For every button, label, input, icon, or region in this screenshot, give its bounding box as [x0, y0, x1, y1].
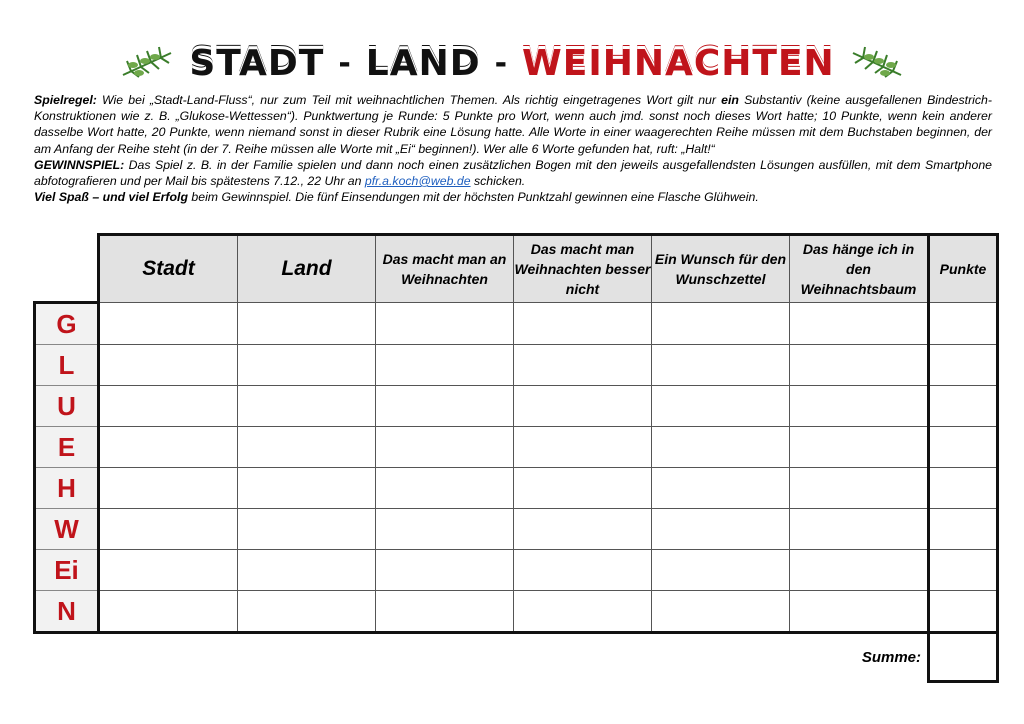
answer-cell-stadt[interactable] [99, 509, 238, 550]
answer-cell-stadt[interactable] [99, 303, 238, 345]
table-row [35, 550, 998, 591]
points-cell[interactable] [929, 427, 998, 468]
viel-spass-paragraph [34, 189, 992, 205]
answer-cell-macht-man[interactable] [376, 591, 514, 633]
header-corner [35, 235, 99, 303]
answer-cell-besser-nicht[interactable] [514, 509, 652, 550]
answer-cell-besser-nicht[interactable] [514, 345, 652, 386]
answer-cell-weihnachtsbaum[interactable] [790, 509, 929, 550]
gewinnspiel-label: GEWINNSPIEL: [34, 157, 125, 172]
answer-cell-weihnachtsbaum[interactable] [790, 468, 929, 509]
viel-spass-text: beim Gewinnspiel. Die fünf Einsendungen mit der höchsten Punktzahl gewinnen eine Flasche Glühwein. [187, 190, 759, 205]
answer-cell-weihnachtsbaum[interactable] [790, 345, 929, 386]
answer-cell-macht-man[interactable] [376, 386, 514, 427]
title-separator: - [338, 45, 352, 81]
spielregel-text: Wie bei „Stadt-Land-Fluss“, nur zum Teil mit weihnachtlichen Themen. Als richtig eingetragenes Wort gilt nur [96, 93, 722, 107]
answer-cell-macht-man[interactable] [376, 427, 514, 468]
sum-box[interactable] [929, 633, 998, 682]
spielregel-bold: ein [721, 93, 739, 107]
answer-cell-stadt[interactable] [99, 427, 238, 468]
answer-cell-macht-man[interactable] [376, 303, 514, 345]
game-table [33, 233, 999, 683]
game-grid [33, 233, 999, 683]
email-link[interactable]: pfr.a.koch@web.de [364, 174, 471, 189]
header-macht-man: Das macht man an Weihnachten [376, 235, 514, 303]
title-land: LAND [365, 42, 481, 84]
row-letter: U [35, 386, 99, 427]
gewinnspiel-paragraph [34, 157, 992, 189]
row-letter: W [35, 509, 99, 550]
viel-spass-bold: Viel Spaß – und viel Erfolg [34, 190, 188, 205]
answer-cell-land[interactable] [238, 427, 376, 468]
answer-cell-land[interactable] [238, 468, 376, 509]
answer-cell-besser-nicht[interactable] [514, 468, 652, 509]
row-letter: N [35, 591, 99, 633]
answer-cell-wunsch[interactable] [652, 509, 790, 550]
spielregel-label: Spielregel: [34, 93, 97, 107]
gewinnspiel-text: schicken. [470, 174, 526, 189]
title-stadt: STADT [189, 42, 325, 84]
header-punkte: Punkte [929, 235, 998, 303]
answer-cell-besser-nicht[interactable] [514, 427, 652, 468]
answer-cell-macht-man[interactable] [376, 468, 514, 509]
answer-cell-stadt[interactable] [99, 591, 238, 633]
table-row [35, 509, 998, 550]
row-letter: E [35, 427, 99, 468]
fir-branch-icon [849, 43, 905, 83]
answer-cell-wunsch[interactable] [652, 345, 790, 386]
header-land: Land [238, 235, 376, 303]
answer-cell-weihnachtsbaum[interactable] [790, 550, 929, 591]
points-cell[interactable] [929, 550, 998, 591]
answer-cell-weihnachtsbaum[interactable] [790, 303, 929, 345]
fir-branch-icon [119, 43, 175, 83]
table-row [35, 427, 998, 468]
spielregel-text: Substantiv (keine ausgefallenen Bindestrich-Konstruktionen wie z. B. „Glukose-Wettessen“). Punktwertung je Runde: 5 Punkte pro Wort, wenn auch jmd. sonst noch dieses Wort hatte; 10 Punkte, wenn kein anderer dasselbe Wort hatte, 20 Punkte, wenn niemand sonst in dieser Rubrik eine Lösung hatte. Alle Worte in einer waagerechten Reihe müssen mit dem Buchstaben beginnen, der am Anfang der Reihe steht (in der 7. Reihe müssen alle Worte mit „Ei“ beginnen!). Wer alle 6 Worte gefunden hat, ruft: „Halt!“ [34, 93, 992, 156]
answer-cell-stadt[interactable] [99, 550, 238, 591]
answer-cell-wunsch[interactable] [652, 468, 790, 509]
answer-cell-macht-man[interactable] [376, 509, 514, 550]
points-cell[interactable] [929, 591, 998, 633]
answer-cell-stadt[interactable] [99, 345, 238, 386]
answer-cell-besser-nicht[interactable] [514, 386, 652, 427]
table-row [35, 345, 998, 386]
title-weihnachten: WEIHNACHTEN [522, 42, 835, 84]
answer-cell-wunsch[interactable] [652, 386, 790, 427]
header-row [35, 235, 998, 303]
points-cell[interactable] [929, 509, 998, 550]
answer-cell-wunsch[interactable] [652, 303, 790, 345]
row-letter: G [35, 303, 99, 345]
answer-cell-wunsch[interactable] [652, 427, 790, 468]
gewinnspiel-text: Das Spiel z. B. in der Familie spielen und dann noch einen zusätzlichen Bogen mit den jeweils ausgefallendsten Lösungen ausfüllen, mit dem Smartphone abfotografieren und per Mail bis spätestens 7.12., 22 Uhr an [34, 157, 992, 189]
answer-cell-land[interactable] [238, 550, 376, 591]
points-cell[interactable] [929, 386, 998, 427]
row-letter: Ei [35, 550, 99, 591]
answer-cell-weihnachtsbaum[interactable] [790, 427, 929, 468]
points-cell[interactable] [929, 345, 998, 386]
title-row [0, 38, 1024, 88]
answer-cell-wunsch[interactable] [652, 550, 790, 591]
sum-label: Summe: [861, 649, 921, 667]
answer-cell-land[interactable] [238, 591, 376, 633]
page-title [189, 43, 834, 84]
table-row [35, 303, 998, 345]
rules-paragraph [34, 92, 992, 157]
answer-cell-land[interactable] [238, 303, 376, 345]
answer-cell-stadt[interactable] [99, 386, 238, 427]
table-row [35, 591, 998, 633]
answer-cell-besser-nicht[interactable] [514, 303, 652, 345]
rules-text [34, 92, 992, 205]
header-stadt: Stadt [99, 235, 238, 303]
points-cell[interactable] [929, 468, 998, 509]
answer-cell-land[interactable] [238, 345, 376, 386]
answer-cell-land[interactable] [238, 386, 376, 427]
answer-cell-besser-nicht[interactable] [514, 591, 652, 633]
table-row [35, 468, 998, 509]
answer-cell-wunsch[interactable] [652, 591, 790, 633]
table-row [35, 386, 998, 427]
answer-cell-land[interactable] [238, 509, 376, 550]
answer-cell-macht-man[interactable] [376, 550, 514, 591]
points-cell[interactable] [929, 303, 998, 345]
row-letter: L [35, 345, 99, 386]
answer-cell-macht-man[interactable] [376, 345, 514, 386]
row-letter: H [35, 468, 99, 509]
sum-row [35, 633, 998, 682]
answer-cell-weihnachtsbaum[interactable] [790, 386, 929, 427]
answer-cell-weihnachtsbaum[interactable] [790, 591, 929, 633]
header-wunsch: Ein Wunsch für den Wunschzettel [652, 235, 790, 303]
header-weihnachtsbaum: Das hänge ich in den Weihnachtsbaum [790, 235, 929, 303]
answer-cell-besser-nicht[interactable] [514, 550, 652, 591]
title-separator: - [494, 45, 509, 81]
answer-cell-stadt[interactable] [99, 468, 238, 509]
header-besser-nicht: Das macht man Weihnachten besser nicht [514, 235, 652, 303]
